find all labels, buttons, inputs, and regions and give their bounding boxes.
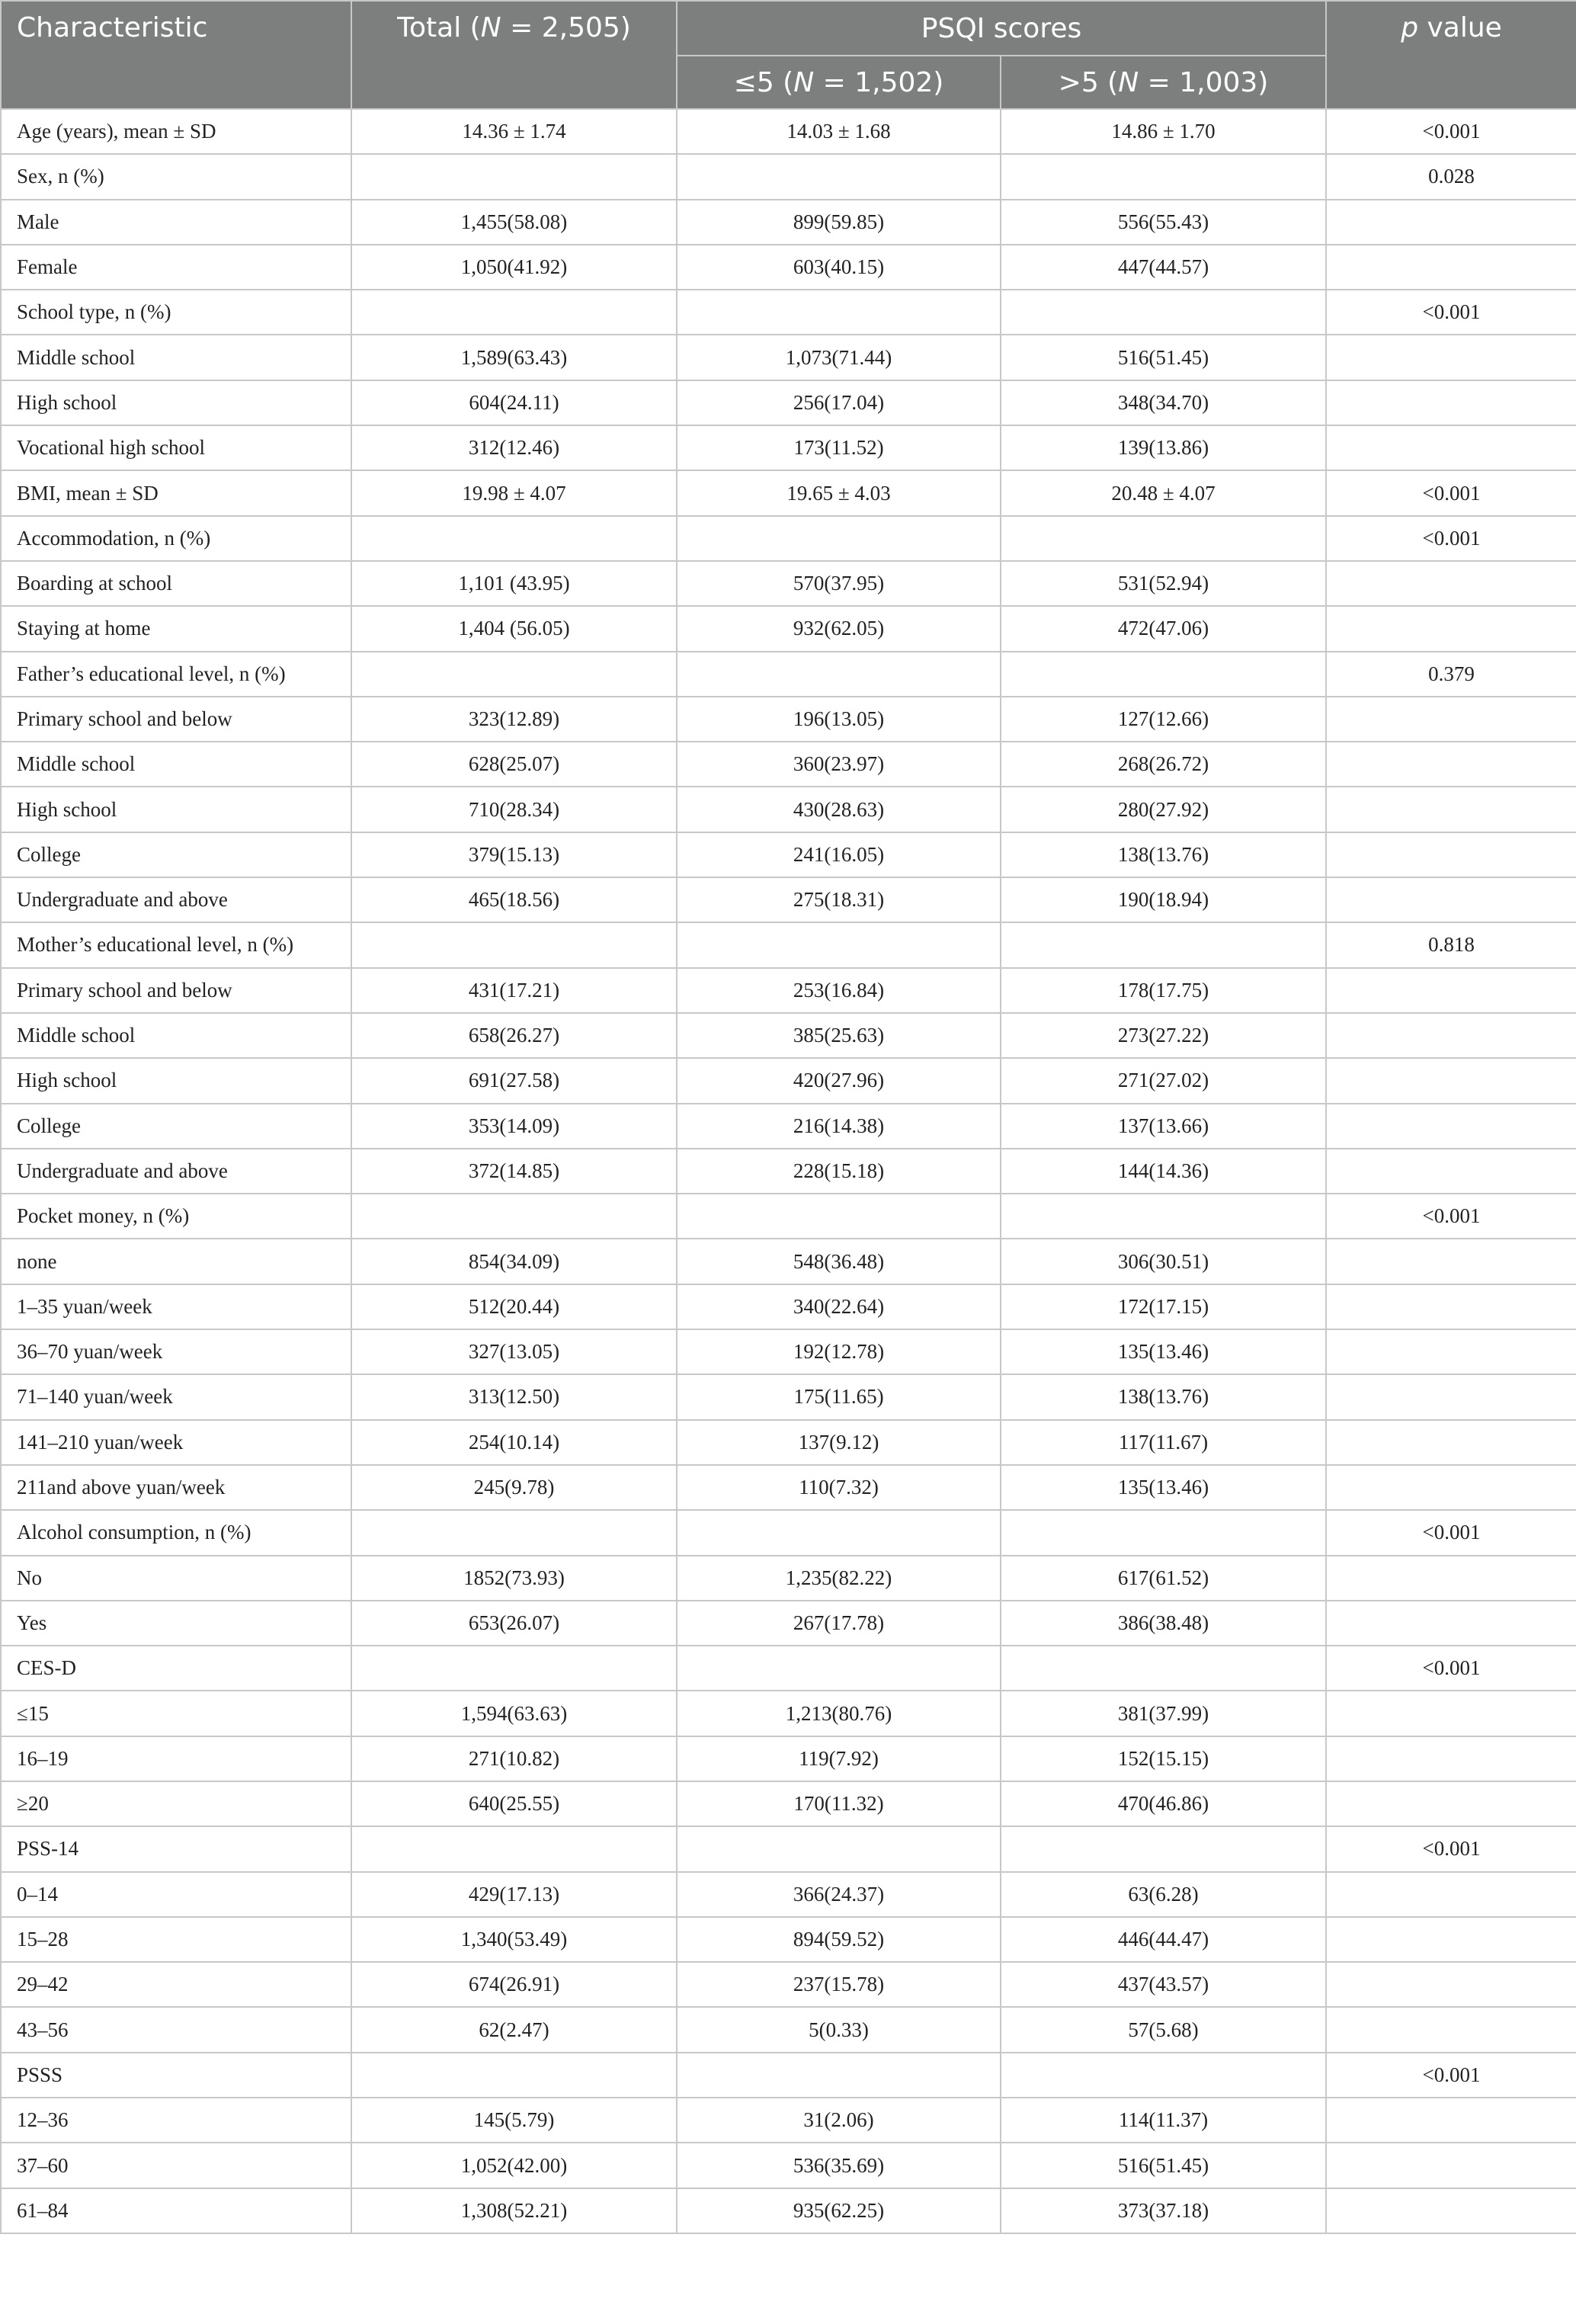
- cell-p-value: [1326, 1374, 1576, 1419]
- cell-psqi-low: 420(27.96): [677, 1058, 1001, 1103]
- table-row: [1, 1104, 1576, 1149]
- table-row: [1, 290, 1576, 335]
- cell-p-value: <0.001: [1326, 1826, 1576, 1871]
- cell-psqi-low: 366(24.37): [677, 1872, 1001, 1917]
- header-psqi-scores: PSQI scores: [677, 1, 1326, 56]
- cell-p-value: [1326, 561, 1576, 606]
- cell-characteristic: Yes: [1, 1601, 351, 1646]
- cell-total: 691(27.58): [351, 1058, 677, 1103]
- cell-p-value: [1326, 1872, 1576, 1917]
- cell-total: 313(12.50): [351, 1374, 677, 1419]
- cell-p-value: [1326, 1465, 1576, 1510]
- table-row: [1, 2098, 1576, 2143]
- cell-characteristic: 16–19: [1, 1736, 351, 1781]
- cell-total: 245(9.78): [351, 1465, 677, 1510]
- table-row: [1, 1781, 1576, 1826]
- cell-total: 512(20.44): [351, 1284, 677, 1329]
- cell-p-value: [1326, 1962, 1576, 2007]
- table-row: [1, 742, 1576, 787]
- cell-psqi-low: 603(40.15): [677, 245, 1001, 290]
- cell-characteristic: Pocket money, n (%): [1, 1194, 351, 1239]
- cell-total: 1,050(41.92): [351, 245, 677, 290]
- cell-total: 710(28.34): [351, 787, 677, 832]
- cell-psqi-low: 170(11.32): [677, 1781, 1001, 1826]
- cell-psqi-high: [1001, 290, 1326, 335]
- table-row: [1, 1149, 1576, 1194]
- cell-total: 854(34.09): [351, 1239, 677, 1284]
- cell-characteristic: Middle school: [1, 335, 351, 380]
- cell-total: 1,340(53.49): [351, 1917, 677, 1962]
- table-row: [1, 1826, 1576, 1871]
- header-characteristic: Characteristic: [1, 1, 351, 109]
- cell-characteristic: BMI, mean ± SD: [1, 470, 351, 515]
- table-row: [1, 1420, 1576, 1465]
- cell-characteristic: ≤15: [1, 1691, 351, 1736]
- cell-characteristic: 36–70 yuan/week: [1, 1329, 351, 1374]
- cell-p-value: [1326, 1601, 1576, 1646]
- cell-p-value: [1326, 697, 1576, 742]
- cell-psqi-high: 437(43.57): [1001, 1962, 1326, 2007]
- cell-characteristic: Primary school and below: [1, 697, 351, 742]
- cell-characteristic: none: [1, 1239, 351, 1284]
- table-row: [1, 516, 1576, 561]
- table-row: [1, 832, 1576, 877]
- cell-characteristic: Primary school and below: [1, 968, 351, 1013]
- cell-psqi-low: 192(12.78): [677, 1329, 1001, 1374]
- cell-psqi-high: 114(11.37): [1001, 2098, 1326, 2143]
- cell-psqi-low: 228(15.18): [677, 1149, 1001, 1194]
- cell-total: 674(26.91): [351, 1962, 677, 2007]
- cell-psqi-low: 385(25.63): [677, 1013, 1001, 1058]
- cell-p-value: [1326, 1691, 1576, 1736]
- cell-psqi-high: [1001, 1510, 1326, 1555]
- cell-p-value: [1326, 425, 1576, 470]
- cell-p-value: [1326, 1284, 1576, 1329]
- cell-psqi-low: [677, 1510, 1001, 1555]
- cell-p-value: [1326, 1239, 1576, 1284]
- cell-characteristic: ≥20: [1, 1781, 351, 1826]
- cell-psqi-high: 306(30.51): [1001, 1239, 1326, 1284]
- cell-psqi-low: 173(11.52): [677, 425, 1001, 470]
- cell-total: 19.98 ± 4.07: [351, 470, 677, 515]
- cell-psqi-low: [677, 1826, 1001, 1871]
- cell-p-value: [1326, 968, 1576, 1013]
- cell-total: 658(26.27): [351, 1013, 677, 1058]
- cell-p-value: [1326, 787, 1576, 832]
- cell-psqi-low: [677, 516, 1001, 561]
- cell-psqi-low: 899(59.85): [677, 200, 1001, 245]
- cell-psqi-high: 117(11.67): [1001, 1420, 1326, 1465]
- cell-characteristic: College: [1, 832, 351, 877]
- cell-psqi-low: 360(23.97): [677, 742, 1001, 787]
- cell-psqi-high: 373(37.18): [1001, 2188, 1326, 2233]
- table-row: [1, 606, 1576, 651]
- cell-psqi-high: 472(47.06): [1001, 606, 1326, 651]
- cell-characteristic: High school: [1, 787, 351, 832]
- cell-psqi-high: 470(46.86): [1001, 1781, 1326, 1826]
- cell-psqi-low: 196(13.05): [677, 697, 1001, 742]
- header-psqi-low: ≤5 (N = 1,502): [677, 56, 1001, 109]
- cell-psqi-high: [1001, 1646, 1326, 1691]
- cell-psqi-low: 1,213(80.76): [677, 1691, 1001, 1736]
- cell-total: 604(24.11): [351, 380, 677, 425]
- cell-characteristic: High school: [1, 1058, 351, 1103]
- table-row: [1, 470, 1576, 515]
- cell-psqi-low: 267(17.78): [677, 1601, 1001, 1646]
- table-row: [1, 2053, 1576, 2098]
- cell-psqi-low: 275(18.31): [677, 877, 1001, 922]
- cell-psqi-low: 256(17.04): [677, 380, 1001, 425]
- cell-p-value: <0.001: [1326, 1646, 1576, 1691]
- cell-psqi-high: [1001, 1194, 1326, 1239]
- cell-p-value: [1326, 1329, 1576, 1374]
- cell-p-value: [1326, 1420, 1576, 1465]
- cell-p-value: [1326, 1013, 1576, 1058]
- cell-characteristic: Male: [1, 200, 351, 245]
- cell-total: 1,404 (56.05): [351, 606, 677, 651]
- cell-total: 1,455(58.08): [351, 200, 677, 245]
- cell-p-value: [1326, 200, 1576, 245]
- cell-psqi-high: 348(34.70): [1001, 380, 1326, 425]
- cell-psqi-high: 381(37.99): [1001, 1691, 1326, 1736]
- table-row: [1, 922, 1576, 967]
- cell-psqi-low: 241(16.05): [677, 832, 1001, 877]
- cell-total: 323(12.89): [351, 697, 677, 742]
- cell-psqi-high: 386(38.48): [1001, 1601, 1326, 1646]
- cell-p-value: <0.001: [1326, 516, 1576, 561]
- cell-psqi-low: 340(22.64): [677, 1284, 1001, 1329]
- cell-psqi-low: 536(35.69): [677, 2143, 1001, 2188]
- cell-characteristic: 12–36: [1, 2098, 351, 2143]
- cell-psqi-low: 19.65 ± 4.03: [677, 470, 1001, 515]
- table-row: [1, 1194, 1576, 1239]
- cell-psqi-high: 280(27.92): [1001, 787, 1326, 832]
- table-row: [1, 968, 1576, 1013]
- cell-characteristic: PSSS: [1, 2053, 351, 2098]
- cell-psqi-high: 138(13.76): [1001, 1374, 1326, 1419]
- cell-psqi-high: 152(15.15): [1001, 1736, 1326, 1781]
- cell-p-value: [1326, 2007, 1576, 2052]
- table-row: [1, 1465, 1576, 1510]
- cell-total: 14.36 ± 1.74: [351, 109, 677, 154]
- cell-total: [351, 1826, 677, 1871]
- cell-p-value: <0.001: [1326, 1510, 1576, 1555]
- cell-psqi-high: [1001, 922, 1326, 967]
- cell-characteristic: Undergraduate and above: [1, 877, 351, 922]
- cell-psqi-high: 135(13.46): [1001, 1329, 1326, 1374]
- table-header: [1, 1, 1576, 109]
- cell-psqi-high: 20.48 ± 4.07: [1001, 470, 1326, 515]
- table-row: [1, 697, 1576, 742]
- cell-p-value: [1326, 877, 1576, 922]
- cell-psqi-low: 237(15.78): [677, 1962, 1001, 2007]
- cell-psqi-low: [677, 652, 1001, 697]
- cell-p-value: [1326, 1104, 1576, 1149]
- table-row: [1, 652, 1576, 697]
- cell-total: [351, 154, 677, 199]
- cell-characteristic: Female: [1, 245, 351, 290]
- cell-characteristic: Staying at home: [1, 606, 351, 651]
- cell-total: 1,052(42.00): [351, 2143, 677, 2188]
- cell-total: [351, 1510, 677, 1555]
- table-row: [1, 1013, 1576, 1058]
- cell-characteristic: Middle school: [1, 1013, 351, 1058]
- table-row: [1, 1691, 1576, 1736]
- table-row: [1, 109, 1576, 154]
- cell-characteristic: Age (years), mean ± SD: [1, 109, 351, 154]
- cell-psqi-low: 137(9.12): [677, 1420, 1001, 1465]
- cell-total: 1852(73.93): [351, 1556, 677, 1601]
- cell-p-value: [1326, 1058, 1576, 1103]
- table-row: [1, 1556, 1576, 1601]
- table-row: [1, 1284, 1576, 1329]
- cell-characteristic: Sex, n (%): [1, 154, 351, 199]
- cell-psqi-low: 430(28.63): [677, 787, 1001, 832]
- cell-characteristic: High school: [1, 380, 351, 425]
- cell-psqi-high: 137(13.66): [1001, 1104, 1326, 1149]
- cell-total: 1,101 (43.95): [351, 561, 677, 606]
- cell-psqi-low: 253(16.84): [677, 968, 1001, 1013]
- cell-total: 431(17.21): [351, 968, 677, 1013]
- table-row: [1, 1736, 1576, 1781]
- cell-p-value: <0.001: [1326, 1194, 1576, 1239]
- cell-total: 254(10.14): [351, 1420, 677, 1465]
- cell-p-value: [1326, 2188, 1576, 2233]
- cell-psqi-low: 175(11.65): [677, 1374, 1001, 1419]
- header-psqi-high: >5 (N = 1,003): [1001, 56, 1326, 109]
- table-row: [1, 380, 1576, 425]
- cell-characteristic: Vocational high school: [1, 425, 351, 470]
- table-row: [1, 1872, 1576, 1917]
- cell-characteristic: 61–84: [1, 2188, 351, 2233]
- table-row: [1, 245, 1576, 290]
- cell-psqi-high: 14.86 ± 1.70: [1001, 109, 1326, 154]
- table-row: [1, 1239, 1576, 1284]
- cell-characteristic: Undergraduate and above: [1, 1149, 351, 1194]
- table-row: [1, 1329, 1576, 1374]
- cell-p-value: <0.001: [1326, 109, 1576, 154]
- cell-p-value: [1326, 380, 1576, 425]
- cell-total: [351, 1194, 677, 1239]
- cell-psqi-high: 268(26.72): [1001, 742, 1326, 787]
- cell-psqi-high: 190(18.94): [1001, 877, 1326, 922]
- cell-characteristic: No: [1, 1556, 351, 1601]
- cell-psqi-low: 119(7.92): [677, 1736, 1001, 1781]
- cell-psqi-high: [1001, 1826, 1326, 1871]
- table-row: [1, 335, 1576, 380]
- cell-total: [351, 516, 677, 561]
- cell-psqi-high: 63(6.28): [1001, 1872, 1326, 1917]
- cell-psqi-low: 548(36.48): [677, 1239, 1001, 1284]
- cell-psqi-high: 127(12.66): [1001, 697, 1326, 742]
- cell-p-value: [1326, 335, 1576, 380]
- cell-total: 640(25.55): [351, 1781, 677, 1826]
- table-row: [1, 200, 1576, 245]
- cell-psqi-high: 556(55.43): [1001, 200, 1326, 245]
- table-row: [1, 561, 1576, 606]
- cell-characteristic: Father’s educational level, n (%): [1, 652, 351, 697]
- cell-p-value: [1326, 1556, 1576, 1601]
- cell-total: 379(15.13): [351, 832, 677, 877]
- cell-characteristic: Accommodation, n (%): [1, 516, 351, 561]
- cell-characteristic: 29–42: [1, 1962, 351, 2007]
- cell-p-value: [1326, 1149, 1576, 1194]
- cell-psqi-low: 935(62.25): [677, 2188, 1001, 2233]
- cell-characteristic: 0–14: [1, 1872, 351, 1917]
- cell-p-value: [1326, 245, 1576, 290]
- cell-psqi-low: 1,073(71.44): [677, 335, 1001, 380]
- table-row: [1, 877, 1576, 922]
- cell-total: 628(25.07): [351, 742, 677, 787]
- cell-p-value: 0.818: [1326, 922, 1576, 967]
- cell-psqi-low: [677, 1194, 1001, 1239]
- cell-psqi-low: 216(14.38): [677, 1104, 1001, 1149]
- cell-characteristic: CES-D: [1, 1646, 351, 1691]
- cell-p-value: [1326, 2098, 1576, 2143]
- cell-total: [351, 290, 677, 335]
- cell-total: 271(10.82): [351, 1736, 677, 1781]
- table-body: [1, 109, 1576, 2233]
- cell-total: 465(18.56): [351, 877, 677, 922]
- cell-psqi-high: 531(52.94): [1001, 561, 1326, 606]
- cell-total: [351, 922, 677, 967]
- cell-total: 1,589(63.43): [351, 335, 677, 380]
- cell-characteristic: Mother’s educational level, n (%): [1, 922, 351, 967]
- header-p-value: p value: [1326, 1, 1576, 109]
- cell-psqi-high: 135(13.46): [1001, 1465, 1326, 1510]
- cell-psqi-low: 5(0.33): [677, 2007, 1001, 2052]
- cell-psqi-low: 894(59.52): [677, 1917, 1001, 1962]
- table-row: [1, 2143, 1576, 2188]
- cell-psqi-low: 110(7.32): [677, 1465, 1001, 1510]
- cell-characteristic: 71–140 yuan/week: [1, 1374, 351, 1419]
- cell-p-value: [1326, 1736, 1576, 1781]
- cell-psqi-high: 144(14.36): [1001, 1149, 1326, 1194]
- cell-total: 312(12.46): [351, 425, 677, 470]
- table-row: [1, 1058, 1576, 1103]
- cell-psqi-high: 57(5.68): [1001, 2007, 1326, 2052]
- cell-psqi-low: 1,235(82.22): [677, 1556, 1001, 1601]
- cell-psqi-high: [1001, 516, 1326, 561]
- table-row: [1, 1917, 1576, 1962]
- cell-p-value: 0.379: [1326, 652, 1576, 697]
- cell-characteristic: College: [1, 1104, 351, 1149]
- cell-psqi-high: 516(51.45): [1001, 2143, 1326, 2188]
- cell-characteristic: PSS-14: [1, 1826, 351, 1871]
- cell-characteristic: 43–56: [1, 2007, 351, 2052]
- cell-total: [351, 1646, 677, 1691]
- cell-psqi-high: 516(51.45): [1001, 335, 1326, 380]
- cell-total: 145(5.79): [351, 2098, 677, 2143]
- cell-psqi-high: 271(27.02): [1001, 1058, 1326, 1103]
- cell-psqi-low: [677, 290, 1001, 335]
- cell-psqi-low: [677, 922, 1001, 967]
- cell-psqi-high: 617(61.52): [1001, 1556, 1326, 1601]
- cell-psqi-low: [677, 154, 1001, 199]
- cell-characteristic: 15–28: [1, 1917, 351, 1962]
- table-row: [1, 425, 1576, 470]
- cell-p-value: [1326, 742, 1576, 787]
- cell-psqi-low: [677, 1646, 1001, 1691]
- cell-psqi-high: 273(27.22): [1001, 1013, 1326, 1058]
- cell-p-value: [1326, 1917, 1576, 1962]
- cell-characteristic: Boarding at school: [1, 561, 351, 606]
- cell-total: 653(26.07): [351, 1601, 677, 1646]
- cell-total: [351, 2053, 677, 2098]
- cell-p-value: <0.001: [1326, 2053, 1576, 2098]
- cell-psqi-low: 932(62.05): [677, 606, 1001, 651]
- cell-total: 1,308(52.21): [351, 2188, 677, 2233]
- cell-characteristic: Middle school: [1, 742, 351, 787]
- cell-total: 62(2.47): [351, 2007, 677, 2052]
- cell-total: 1,594(63.63): [351, 1691, 677, 1736]
- cell-p-value: [1326, 832, 1576, 877]
- cell-psqi-high: 139(13.86): [1001, 425, 1326, 470]
- cell-psqi-low: [677, 2053, 1001, 2098]
- table-row: [1, 1510, 1576, 1555]
- cell-psqi-high: [1001, 154, 1326, 199]
- table-row: [1, 2188, 1576, 2233]
- cell-characteristic: 37–60: [1, 2143, 351, 2188]
- cell-psqi-low: 14.03 ± 1.68: [677, 109, 1001, 154]
- cell-total: 372(14.85): [351, 1149, 677, 1194]
- cell-total: 429(17.13): [351, 1872, 677, 1917]
- cell-p-value: [1326, 2143, 1576, 2188]
- table-row: [1, 1601, 1576, 1646]
- cell-characteristic: School type, n (%): [1, 290, 351, 335]
- cell-psqi-high: 447(44.57): [1001, 245, 1326, 290]
- cell-psqi-high: 172(17.15): [1001, 1284, 1326, 1329]
- cell-total: 353(14.09): [351, 1104, 677, 1149]
- table-row: [1, 1962, 1576, 2007]
- cell-p-value: 0.028: [1326, 154, 1576, 199]
- header-total: Total (N = 2,505): [351, 1, 677, 109]
- cell-p-value: [1326, 606, 1576, 651]
- table-row: [1, 787, 1576, 832]
- cell-p-value: <0.001: [1326, 290, 1576, 335]
- cell-characteristic: 141–210 yuan/week: [1, 1420, 351, 1465]
- table-row: [1, 1646, 1576, 1691]
- cell-characteristic: Alcohol consumption, n (%): [1, 1510, 351, 1555]
- cell-psqi-high: 446(44.47): [1001, 1917, 1326, 1962]
- cell-p-value: <0.001: [1326, 470, 1576, 515]
- cell-psqi-low: 570(37.95): [677, 561, 1001, 606]
- cell-psqi-high: 138(13.76): [1001, 832, 1326, 877]
- table-row: [1, 1374, 1576, 1419]
- cell-psqi-high: 178(17.75): [1001, 968, 1326, 1013]
- cell-p-value: [1326, 1781, 1576, 1826]
- cell-characteristic: 1–35 yuan/week: [1, 1284, 351, 1329]
- table-row: [1, 154, 1576, 199]
- cell-total: [351, 652, 677, 697]
- table-row: [1, 2007, 1576, 2052]
- cell-characteristic: 211and above yuan/week: [1, 1465, 351, 1510]
- cell-psqi-low: 31(2.06): [677, 2098, 1001, 2143]
- cell-total: 327(13.05): [351, 1329, 677, 1374]
- cell-psqi-high: [1001, 652, 1326, 697]
- cell-psqi-high: [1001, 2053, 1326, 2098]
